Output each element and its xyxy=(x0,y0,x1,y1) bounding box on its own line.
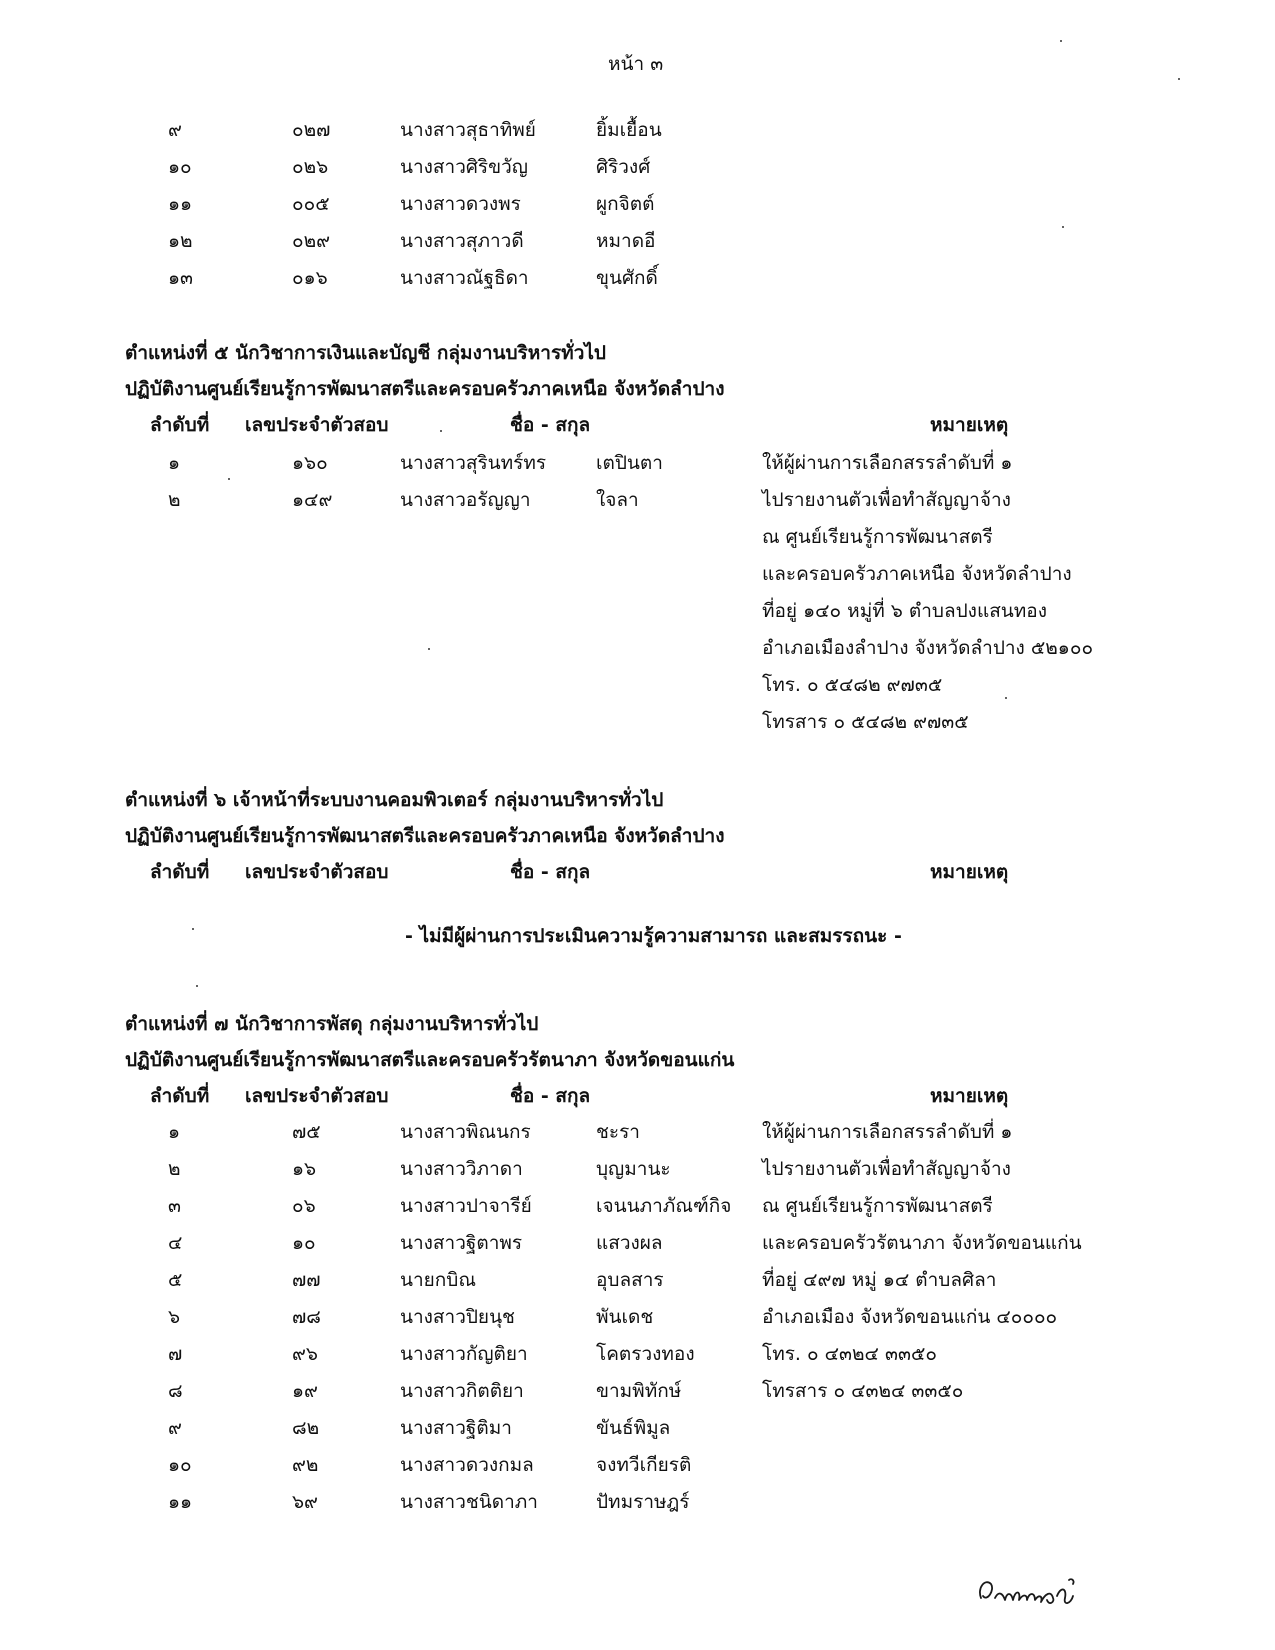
remark-line: ไปรายงานตัวเพื่อทำสัญญาจ้าง xyxy=(762,1158,1011,1180)
row-name: นางสาววิภาดา xyxy=(400,1158,523,1180)
row-name: นางสาวสุธาทิพย์ xyxy=(400,119,536,141)
row-surname: ศิริวงศ์ xyxy=(596,156,651,178)
scan-speck xyxy=(1178,78,1180,80)
row-order: ๑ xyxy=(168,452,181,474)
row-surname: พันเดช xyxy=(596,1306,654,1328)
header-name: ชื่อ - สกุล xyxy=(510,1085,591,1107)
row-surname: ขันธ์พิมูล xyxy=(596,1417,671,1439)
scan-speck xyxy=(196,985,198,987)
section-subtitle: ปฏิบัติงานศูนย์เรียนรู้การพัฒนาสตรีและครอบครัวภาคเหนือ จังหวัดลำปาง xyxy=(125,378,725,400)
row-order: ๒ xyxy=(168,1158,181,1180)
row-exam-id: ๗๘ xyxy=(292,1306,321,1328)
remark-line: ที่อยู่ ๑๔๐ หมู่ที่ ๖ ตำบลปงแสนทอง xyxy=(762,600,1047,622)
row-name: นายกบิณ xyxy=(400,1269,476,1291)
remark-line: อำเภอเมืองลำปาง จังหวัดลำปาง ๕๒๑๐๐ xyxy=(762,637,1094,659)
row-name: นางสาวฐิติมา xyxy=(400,1417,512,1439)
row-name: นางสาวสุรินทร์ทร xyxy=(400,452,547,474)
row-exam-id: ๐๒๗ xyxy=(292,119,331,141)
remark-line: ที่อยู่ ๔๙๗ หมู่ ๑๔ ตำบลศิลา xyxy=(762,1269,997,1291)
row-order: ๑๓ xyxy=(168,267,194,289)
row-exam-id: ๐๒๙ xyxy=(292,230,331,252)
row-name: นางสาวศิริขวัญ xyxy=(400,156,528,178)
row-surname: ผูกจิตต์ xyxy=(596,193,655,215)
row-order: ๔ xyxy=(168,1232,183,1254)
remark-line: ให้ผู้ผ่านการเลือกสรรลำดับที่ ๑ xyxy=(762,452,1013,474)
header-name: ชื่อ - สกุล xyxy=(510,414,591,436)
row-order: ๖ xyxy=(168,1306,181,1328)
remark-line: ไปรายงานตัวเพื่อทำสัญญาจ้าง xyxy=(762,489,1011,511)
header-name: ชื่อ - สกุล xyxy=(510,861,591,883)
section-subtitle: ปฏิบัติงานศูนย์เรียนรู้การพัฒนาสตรีและครอบครัวภาคเหนือ จังหวัดลำปาง xyxy=(125,825,725,847)
header-exam-id: เลขประจำตัวสอบ xyxy=(245,1085,389,1107)
row-surname: หมาดอี xyxy=(596,230,656,252)
row-surname: อุบลสาร xyxy=(596,1269,664,1291)
remark-line: ณ ศูนย์เรียนรู้การพัฒนาสตรี xyxy=(762,1195,993,1217)
remark-line: และครอบครัวรัตนาภา จังหวัดขอนแก่น xyxy=(762,1232,1082,1254)
header-exam-id: เลขประจำตัวสอบ xyxy=(245,414,389,436)
row-surname: เตปินตา xyxy=(596,452,663,474)
row-order: ๘ xyxy=(168,1380,183,1402)
header-remark: หมายเหตุ xyxy=(930,861,1009,883)
row-name: นางสาวฐิตาพร xyxy=(400,1232,523,1254)
row-surname: โคตรวงทอง xyxy=(596,1343,695,1365)
row-order: ๗ xyxy=(168,1343,183,1365)
row-exam-id: ๑๙ xyxy=(292,1380,318,1402)
row-order: ๙ xyxy=(168,1417,182,1439)
row-order: ๑๑ xyxy=(168,193,193,215)
row-order: ๑๐ xyxy=(168,156,192,178)
row-exam-id: ๗๗ xyxy=(292,1269,321,1291)
row-exam-id: ๖๙ xyxy=(292,1491,318,1513)
scan-speck xyxy=(428,648,430,650)
scan-speck xyxy=(1005,697,1007,699)
section-title: ตำแหน่งที่ ๕ นักวิชาการเงินและบัญชี กลุ่มงานบริหารทั่วไป xyxy=(125,342,606,364)
remark-line: โทรสาร ๐ ๔๓๒๔ ๓๓๕๐ xyxy=(762,1380,964,1402)
row-order: ๑ xyxy=(168,1121,181,1143)
remark-line: ให้ผู้ผ่านการเลือกสรรลำดับที่ ๑ xyxy=(762,1121,1013,1143)
row-surname: ชะรา xyxy=(596,1121,640,1143)
scan-speck xyxy=(1060,40,1062,42)
row-order: ๒ xyxy=(168,489,181,511)
row-name: นางสาวปิยนุช xyxy=(400,1306,515,1328)
row-order: ๓ xyxy=(168,1195,181,1217)
row-name: นางสาวดวงพร xyxy=(400,193,521,215)
row-surname: แสวงผล xyxy=(596,1232,663,1254)
row-name: นางสาวณัฐธิดา xyxy=(400,267,529,289)
header-order: ลำดับที่ xyxy=(150,861,210,883)
row-exam-id: ๗๕ xyxy=(292,1121,321,1143)
row-exam-id: ๑๐ xyxy=(292,1232,316,1254)
remark-line: อำเภอเมือง จังหวัดขอนแก่น ๔๐๐๐๐ xyxy=(762,1306,1058,1328)
row-exam-id: ๙๒ xyxy=(292,1454,319,1476)
handwritten-signature xyxy=(975,1568,1085,1612)
row-exam-id: ๑๖๐ xyxy=(292,452,328,474)
row-surname: ใจลา xyxy=(596,489,639,511)
row-surname: ปัทมราษฎร์ xyxy=(596,1491,690,1513)
row-exam-id: ๙๖ xyxy=(292,1343,318,1365)
row-exam-id: ๐๒๖ xyxy=(292,156,329,178)
section-title: ตำแหน่งที่ ๖ เจ้าหน้าที่ระบบงานคอมพิวเตอร์ กลุ่มงานบริหารทั่วไป xyxy=(125,789,664,811)
row-name: นางสาวปาจารีย์ xyxy=(400,1195,532,1217)
row-order: ๑๒ xyxy=(168,230,193,252)
row-order: ๑๐ xyxy=(168,1454,192,1476)
remark-line: และครอบครัวภาคเหนือ จังหวัดลำปาง xyxy=(762,563,1072,585)
header-exam-id: เลขประจำตัวสอบ xyxy=(245,861,389,883)
scan-speck xyxy=(228,478,230,480)
row-name: นางสาวพิณนกร xyxy=(400,1121,531,1143)
row-exam-id: ๐๖ xyxy=(292,1195,316,1217)
row-name: นางสาวอรัญญา xyxy=(400,489,531,511)
row-order: ๙ xyxy=(168,119,182,141)
header-order: ลำดับที่ xyxy=(150,414,210,436)
row-surname: จงทวีเกียรติ xyxy=(596,1454,692,1476)
row-name: นางสาวกิตติยา xyxy=(400,1380,524,1402)
row-exam-id: ๑๔๙ xyxy=(292,489,333,511)
remark-line: โทร. ๐ ๔๓๒๔ ๓๓๕๐ xyxy=(762,1343,937,1365)
row-exam-id: ๑๖ xyxy=(292,1158,317,1180)
row-order: ๕ xyxy=(168,1269,183,1291)
row-name: นางสาวกัญติยา xyxy=(400,1343,528,1365)
section-title: ตำแหน่งที่ ๗ นักวิชาการพัสดุ กลุ่มงานบริหารทั่วไป xyxy=(125,1013,539,1035)
page-number: หน้า ๓ xyxy=(608,53,664,75)
scan-speck xyxy=(1062,226,1064,228)
row-surname: ขุนศักดิ์ xyxy=(596,267,658,289)
header-order: ลำดับที่ xyxy=(150,1085,210,1107)
remark-line: ณ ศูนย์เรียนรู้การพัฒนาสตรี xyxy=(762,526,993,548)
row-exam-id: ๐๑๖ xyxy=(292,267,328,289)
row-surname: ขามพิทักษ์ xyxy=(596,1380,682,1402)
remark-line: โทร. ๐ ๕๔๘๒ ๙๗๓๕ xyxy=(762,674,943,696)
remark-line: โทรสาร ๐ ๕๔๘๒ ๙๗๓๕ xyxy=(762,711,969,733)
row-exam-id: ๘๒ xyxy=(292,1417,320,1439)
row-name: นางสาวดวงกมล xyxy=(400,1454,534,1476)
scan-speck xyxy=(440,430,442,432)
header-remark: หมายเหตุ xyxy=(930,414,1009,436)
header-remark: หมายเหตุ xyxy=(930,1085,1009,1107)
row-surname: บุญมานะ xyxy=(596,1158,671,1180)
no-candidates-notice: - ไม่มีผู้ผ่านการประเมินความรู้ความสามารถ และสมรรถนะ - xyxy=(405,925,902,947)
section-subtitle: ปฏิบัติงานศูนย์เรียนรู้การพัฒนาสตรีและครอบครัวรัตนาภา จังหวัดขอนแก่น xyxy=(125,1049,735,1071)
row-surname: ยิ้มเยื้อน xyxy=(596,119,662,141)
row-name: นางสาวชนิดาภา xyxy=(400,1491,538,1513)
row-order: ๑๑ xyxy=(168,1491,193,1513)
row-name: นางสาวสุภาวดี xyxy=(400,230,524,252)
row-surname: เจนนภาภัณฑ์กิจ xyxy=(596,1195,732,1217)
scan-speck xyxy=(192,928,194,930)
row-exam-id: ๐๐๕ xyxy=(292,193,330,215)
